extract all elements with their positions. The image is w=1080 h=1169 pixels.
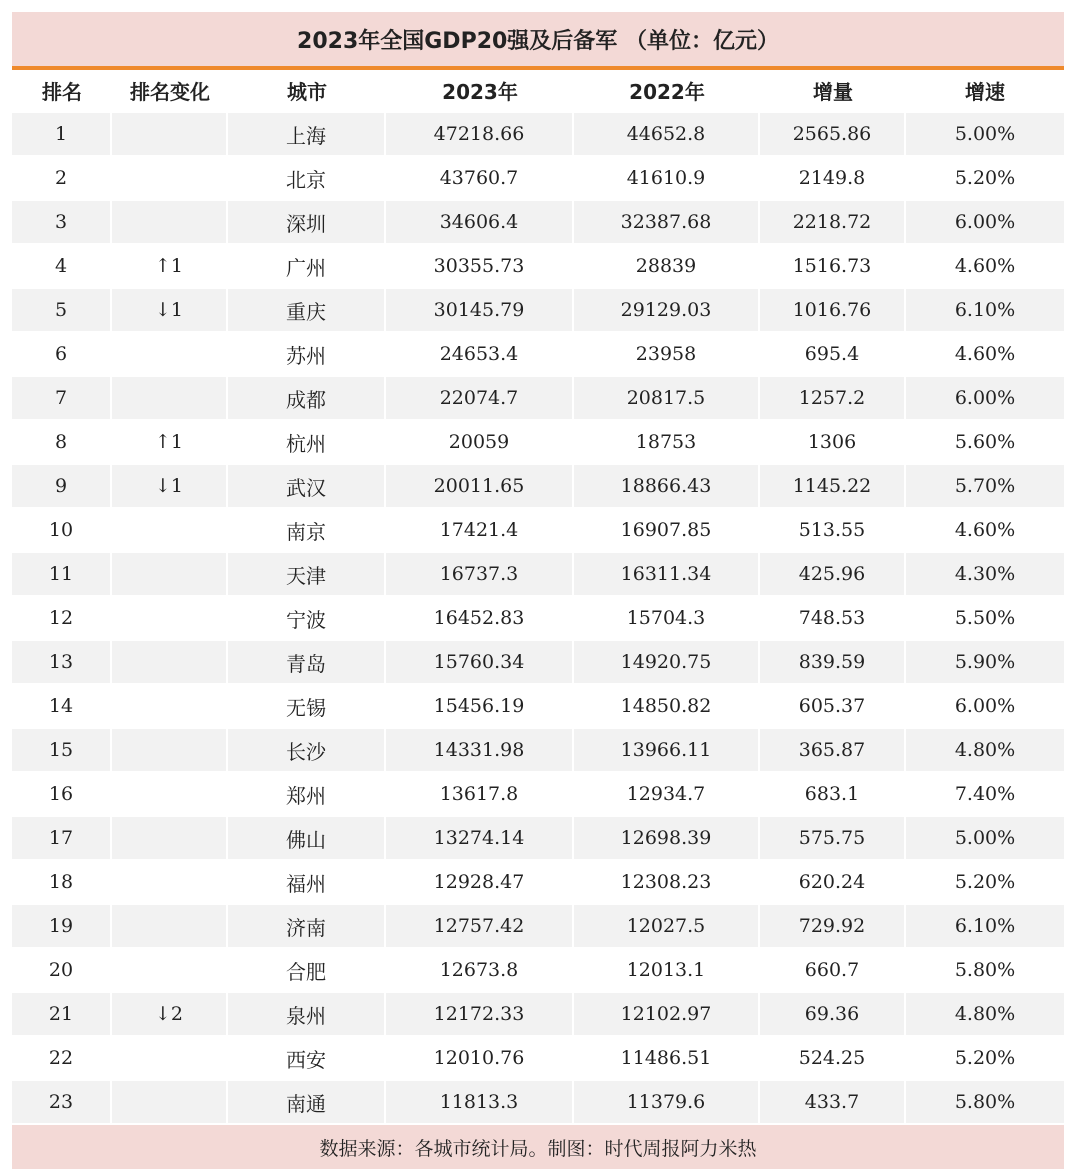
cell-increase: 660.7 — [760, 947, 906, 991]
cell-gdp-2023: 43760.7 — [386, 155, 574, 199]
header-rank-change: 排名变化 — [112, 70, 228, 111]
cell-rank: 17 — [12, 815, 112, 859]
cell-gdp-2022: 12934.7 — [574, 771, 760, 815]
cell-increase: 748.53 — [760, 595, 906, 639]
cell-rank: 4 — [12, 243, 112, 287]
cell-gdp-2022: 12698.39 — [574, 815, 760, 859]
cell-gdp-2022: 18866.43 — [574, 463, 760, 507]
table-row — [12, 727, 1064, 771]
cell-growth: 5.60% — [906, 419, 1064, 463]
cell-rank: 1 — [12, 111, 112, 155]
cell-growth: 5.90% — [906, 639, 1064, 683]
cell-growth: 6.10% — [906, 903, 1064, 947]
cell-gdp-2023: 17421.4 — [386, 507, 574, 551]
cell-city: 无锡 — [228, 683, 386, 727]
cell-gdp-2022: 28839 — [574, 243, 760, 287]
cell-city: 成都 — [228, 375, 386, 419]
table-row — [12, 375, 1064, 419]
cell-gdp-2023: 12757.42 — [386, 903, 574, 947]
cell-rank: 16 — [12, 771, 112, 815]
source-footer: 数据来源：各城市统计局。制图：时代周报阿力米热 — [12, 1125, 1064, 1169]
cell-rank-change — [112, 111, 228, 155]
header-2023: 2023年 — [386, 70, 574, 111]
cell-increase: 695.4 — [760, 331, 906, 375]
cell-city: 长沙 — [228, 727, 386, 771]
cell-rank: 11 — [12, 551, 112, 595]
cell-gdp-2023: 12673.8 — [386, 947, 574, 991]
table-row — [12, 155, 1064, 199]
cell-gdp-2022: 32387.68 — [574, 199, 760, 243]
cell-rank: 19 — [12, 903, 112, 947]
cell-growth: 4.80% — [906, 991, 1064, 1035]
table-row — [12, 1035, 1064, 1079]
header-growth: 增速 — [906, 70, 1064, 111]
cell-city: 广州 — [228, 243, 386, 287]
cell-city: 济南 — [228, 903, 386, 947]
cell-growth: 5.00% — [906, 815, 1064, 859]
cell-gdp-2023: 20059 — [386, 419, 574, 463]
cell-rank-change: ↑1 — [112, 243, 228, 287]
cell-city: 重庆 — [228, 287, 386, 331]
header-rank: 排名 — [12, 70, 112, 111]
cell-rank-change — [112, 551, 228, 595]
cell-increase: 425.96 — [760, 551, 906, 595]
table-row — [12, 595, 1064, 639]
cell-gdp-2022: 12308.23 — [574, 859, 760, 903]
cell-rank: 10 — [12, 507, 112, 551]
cell-rank-change: ↓1 — [112, 287, 228, 331]
cell-gdp-2023: 15456.19 — [386, 683, 574, 727]
cell-gdp-2023: 34606.4 — [386, 199, 574, 243]
cell-gdp-2022: 14920.75 — [574, 639, 760, 683]
cell-rank: 7 — [12, 375, 112, 419]
cell-growth: 5.20% — [906, 155, 1064, 199]
cell-gdp-2022: 12102.97 — [574, 991, 760, 1035]
table-row — [12, 331, 1064, 375]
cell-gdp-2022: 18753 — [574, 419, 760, 463]
cell-growth: 6.00% — [906, 199, 1064, 243]
cell-rank: 23 — [12, 1079, 112, 1123]
cell-rank: 12 — [12, 595, 112, 639]
header-city: 城市 — [228, 70, 386, 111]
cell-rank: 2 — [12, 155, 112, 199]
cell-increase: 605.37 — [760, 683, 906, 727]
cell-gdp-2023: 47218.66 — [386, 111, 574, 155]
cell-city: 宁波 — [228, 595, 386, 639]
cell-gdp-2022: 23958 — [574, 331, 760, 375]
cell-rank-change — [112, 1035, 228, 1079]
cell-gdp-2022: 13966.11 — [574, 727, 760, 771]
gdp-table-card — [12, 12, 1064, 1169]
cell-gdp-2023: 13274.14 — [386, 815, 574, 859]
cell-increase: 524.25 — [760, 1035, 906, 1079]
cell-gdp-2023: 16452.83 — [386, 595, 574, 639]
cell-gdp-2023: 30145.79 — [386, 287, 574, 331]
cell-rank-change — [112, 947, 228, 991]
table-title: 2023年全国GDP20强及后备军 （单位：亿元） — [12, 12, 1064, 66]
cell-increase: 69.36 — [760, 991, 906, 1035]
table-row — [12, 243, 1064, 287]
table-row — [12, 947, 1064, 991]
cell-gdp-2023: 12172.33 — [386, 991, 574, 1035]
cell-increase: 2218.72 — [760, 199, 906, 243]
table-row — [12, 287, 1064, 331]
cell-growth: 4.80% — [906, 727, 1064, 771]
cell-gdp-2023: 12010.76 — [386, 1035, 574, 1079]
table-row — [12, 991, 1064, 1035]
cell-gdp-2022: 29129.03 — [574, 287, 760, 331]
cell-rank: 22 — [12, 1035, 112, 1079]
table-row — [12, 507, 1064, 551]
cell-increase: 513.55 — [760, 507, 906, 551]
cell-rank: 15 — [12, 727, 112, 771]
cell-growth: 5.00% — [906, 111, 1064, 155]
cell-gdp-2023: 16737.3 — [386, 551, 574, 595]
cell-rank-change — [112, 727, 228, 771]
cell-growth: 4.60% — [906, 331, 1064, 375]
cell-increase: 839.59 — [760, 639, 906, 683]
cell-growth: 4.60% — [906, 507, 1064, 551]
cell-growth: 5.20% — [906, 859, 1064, 903]
cell-gdp-2022: 12027.5 — [574, 903, 760, 947]
cell-increase: 683.1 — [760, 771, 906, 815]
cell-increase: 1306 — [760, 419, 906, 463]
table-row — [12, 111, 1064, 155]
cell-city: 北京 — [228, 155, 386, 199]
cell-gdp-2023: 15760.34 — [386, 639, 574, 683]
cell-growth: 6.10% — [906, 287, 1064, 331]
cell-gdp-2022: 44652.8 — [574, 111, 760, 155]
cell-city: 武汉 — [228, 463, 386, 507]
cell-growth: 6.00% — [906, 683, 1064, 727]
cell-growth: 5.50% — [906, 595, 1064, 639]
cell-gdp-2023: 22074.7 — [386, 375, 574, 419]
cell-growth: 5.70% — [906, 463, 1064, 507]
cell-gdp-2023: 11813.3 — [386, 1079, 574, 1123]
cell-increase: 1257.2 — [760, 375, 906, 419]
cell-gdp-2022: 16311.34 — [574, 551, 760, 595]
cell-city: 西安 — [228, 1035, 386, 1079]
cell-rank: 14 — [12, 683, 112, 727]
cell-gdp-2022: 14850.82 — [574, 683, 760, 727]
cell-rank-change — [112, 595, 228, 639]
cell-gdp-2022: 41610.9 — [574, 155, 760, 199]
header-row — [12, 70, 1064, 111]
cell-rank: 3 — [12, 199, 112, 243]
cell-gdp-2022: 20817.5 — [574, 375, 760, 419]
cell-increase: 1145.22 — [760, 463, 906, 507]
cell-city: 天津 — [228, 551, 386, 595]
table-row — [12, 419, 1064, 463]
cell-rank: 20 — [12, 947, 112, 991]
cell-gdp-2023: 12928.47 — [386, 859, 574, 903]
table-row — [12, 903, 1064, 947]
table-row — [12, 859, 1064, 903]
cell-growth: 5.80% — [906, 947, 1064, 991]
cell-rank-change — [112, 683, 228, 727]
cell-city: 南通 — [228, 1079, 386, 1123]
cell-gdp-2022: 11379.6 — [574, 1079, 760, 1123]
cell-increase: 620.24 — [760, 859, 906, 903]
cell-gdp-2022: 11486.51 — [574, 1035, 760, 1079]
cell-city: 青岛 — [228, 639, 386, 683]
cell-city: 合肥 — [228, 947, 386, 991]
cell-gdp-2023: 20011.65 — [386, 463, 574, 507]
cell-rank-change — [112, 1079, 228, 1123]
cell-gdp-2022: 12013.1 — [574, 947, 760, 991]
cell-rank-change — [112, 903, 228, 947]
table-row — [12, 639, 1064, 683]
cell-rank: 6 — [12, 331, 112, 375]
cell-gdp-2022: 16907.85 — [574, 507, 760, 551]
cell-gdp-2023: 13617.8 — [386, 771, 574, 815]
cell-rank-change — [112, 331, 228, 375]
cell-growth: 5.80% — [906, 1079, 1064, 1123]
table-row — [12, 551, 1064, 595]
cell-rank-change — [112, 639, 228, 683]
cell-rank-change — [112, 859, 228, 903]
cell-city: 郑州 — [228, 771, 386, 815]
cell-increase: 433.7 — [760, 1079, 906, 1123]
cell-gdp-2022: 15704.3 — [574, 595, 760, 639]
cell-growth: 5.20% — [906, 1035, 1064, 1079]
cell-rank-change: ↓2 — [112, 991, 228, 1035]
cell-city: 上海 — [228, 111, 386, 155]
cell-city: 泉州 — [228, 991, 386, 1035]
cell-city: 福州 — [228, 859, 386, 903]
cell-rank-change — [112, 771, 228, 815]
cell-increase: 729.92 — [760, 903, 906, 947]
header-increase: 增量 — [760, 70, 906, 111]
table-row — [12, 463, 1064, 507]
cell-rank: 21 — [12, 991, 112, 1035]
cell-rank-change — [112, 507, 228, 551]
cell-increase: 1516.73 — [760, 243, 906, 287]
cell-rank-change — [112, 155, 228, 199]
cell-city: 深圳 — [228, 199, 386, 243]
cell-increase: 2149.8 — [760, 155, 906, 199]
cell-rank: 8 — [12, 419, 112, 463]
cell-rank-change — [112, 199, 228, 243]
cell-increase: 2565.86 — [760, 111, 906, 155]
cell-gdp-2023: 30355.73 — [386, 243, 574, 287]
cell-gdp-2023: 14331.98 — [386, 727, 574, 771]
cell-rank-change — [112, 375, 228, 419]
cell-growth: 4.60% — [906, 243, 1064, 287]
cell-rank-change — [112, 815, 228, 859]
cell-increase: 575.75 — [760, 815, 906, 859]
cell-increase: 365.87 — [760, 727, 906, 771]
gdp-ranking-table — [12, 70, 1064, 1123]
header-2022: 2022年 — [574, 70, 760, 111]
cell-growth: 4.30% — [906, 551, 1064, 595]
cell-rank: 5 — [12, 287, 112, 331]
cell-city: 南京 — [228, 507, 386, 551]
cell-rank-change: ↑1 — [112, 419, 228, 463]
cell-rank-change: ↓1 — [112, 463, 228, 507]
table-row — [12, 199, 1064, 243]
cell-city: 佛山 — [228, 815, 386, 859]
cell-city: 苏州 — [228, 331, 386, 375]
cell-growth: 6.00% — [906, 375, 1064, 419]
cell-gdp-2023: 24653.4 — [386, 331, 574, 375]
cell-increase: 1016.76 — [760, 287, 906, 331]
cell-rank: 18 — [12, 859, 112, 903]
table-row — [12, 815, 1064, 859]
cell-growth: 7.40% — [906, 771, 1064, 815]
table-row — [12, 683, 1064, 727]
cell-rank: 13 — [12, 639, 112, 683]
table-row — [12, 1079, 1064, 1123]
table-row — [12, 771, 1064, 815]
cell-rank: 9 — [12, 463, 112, 507]
cell-city: 杭州 — [228, 419, 386, 463]
